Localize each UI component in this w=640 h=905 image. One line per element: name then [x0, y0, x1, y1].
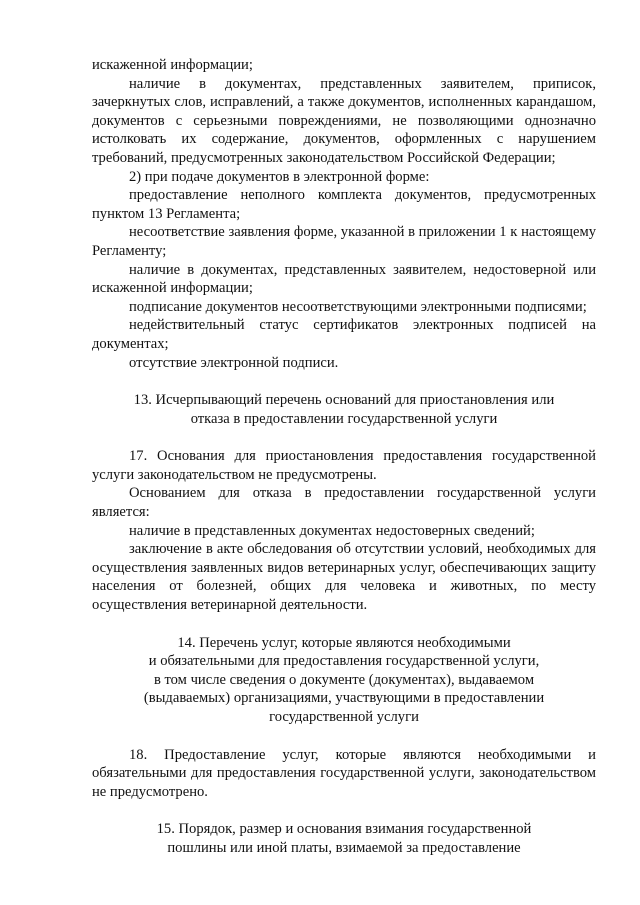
heading-line: государственной услуги: [269, 709, 419, 725]
heading-line: и обязательными для предоставления государственной услуги,: [148, 653, 540, 670]
paragraph: подписание документов несоответствующими электронными подписями;: [129, 298, 587, 315]
heading-line: 13. Исчерпывающий перечень оснований для приостановления или: [133, 392, 555, 409]
paragraph: несоответствие заявления форме, указанной в приложении 1 к настоящему Регламенту;: [92, 224, 596, 259]
paragraph: отсутствие электронной подписи.: [129, 354, 339, 371]
paragraph: наличие в документах, представленных заявителем, недостоверной или искаженной информации;: [92, 261, 596, 297]
paragraph: 17. Основания для приостановления предоставления государственной услуги законодательством не предусмотрены.: [92, 448, 596, 483]
section-14-heading: [92, 634, 596, 727]
section-13-heading: [92, 391, 596, 428]
paragraph: 18. Предоставление услуг, которые являются необходимыми и обязательными для предоставления государственной услуги, законодательством не предусмотрено.: [92, 746, 596, 800]
paragraph: 2) при подаче документов в электронной форме:: [129, 168, 430, 185]
document-page: [92, 56, 596, 877]
paragraph: недействительный статус сертификатов электронных подписей на документах;: [92, 317, 596, 352]
paragraph: наличие в представленных документах недостоверных сведений;: [129, 522, 535, 539]
heading-line: 14. Перечень услуг, которые являются необходимыми: [177, 634, 511, 651]
paragraph: наличие в документах, представленных заявителем, приписок, зачеркнутых слов, исправлений, а также документов, исполненных карандашом, документов с серьезными повреждениями, не позволяющими однозначно истолковать их содержание, документов, оформленных с нарушением требований, предусмотренных законодательством Российской Федерации;: [92, 75, 596, 166]
paragraph: искаженной информации;: [92, 57, 253, 73]
paragraph: заключение в акте обследования об отсутствии условий, необходимых для осуществления заявленных видов ветеринарных услуг, обеспечивающих защиту населения от болезней, общих для человека и животных, по месту осуществления ветеринарной деятельности.: [92, 541, 596, 614]
heading-line: в том числе сведения о документе (документах), выдаваемом: [153, 671, 535, 688]
paragraph: Основанием для отказа в предоставлении государственной услуги является:: [92, 485, 596, 521]
heading-line: пошлины или иной платы, взимаемой за предоставление: [167, 839, 521, 856]
heading-line: (выдаваемых) организациями, участвующими в предоставлении: [143, 690, 545, 707]
paragraph: предоставление неполного комплекта документов, предусмотренных пунктом 13 Регламента;: [92, 187, 596, 222]
section-15-heading: [92, 820, 596, 857]
heading-line: 15. Порядок, размер и основания взимания государственной: [156, 821, 532, 838]
heading-line: отказа в предоставлении государственной услуги: [190, 410, 498, 427]
